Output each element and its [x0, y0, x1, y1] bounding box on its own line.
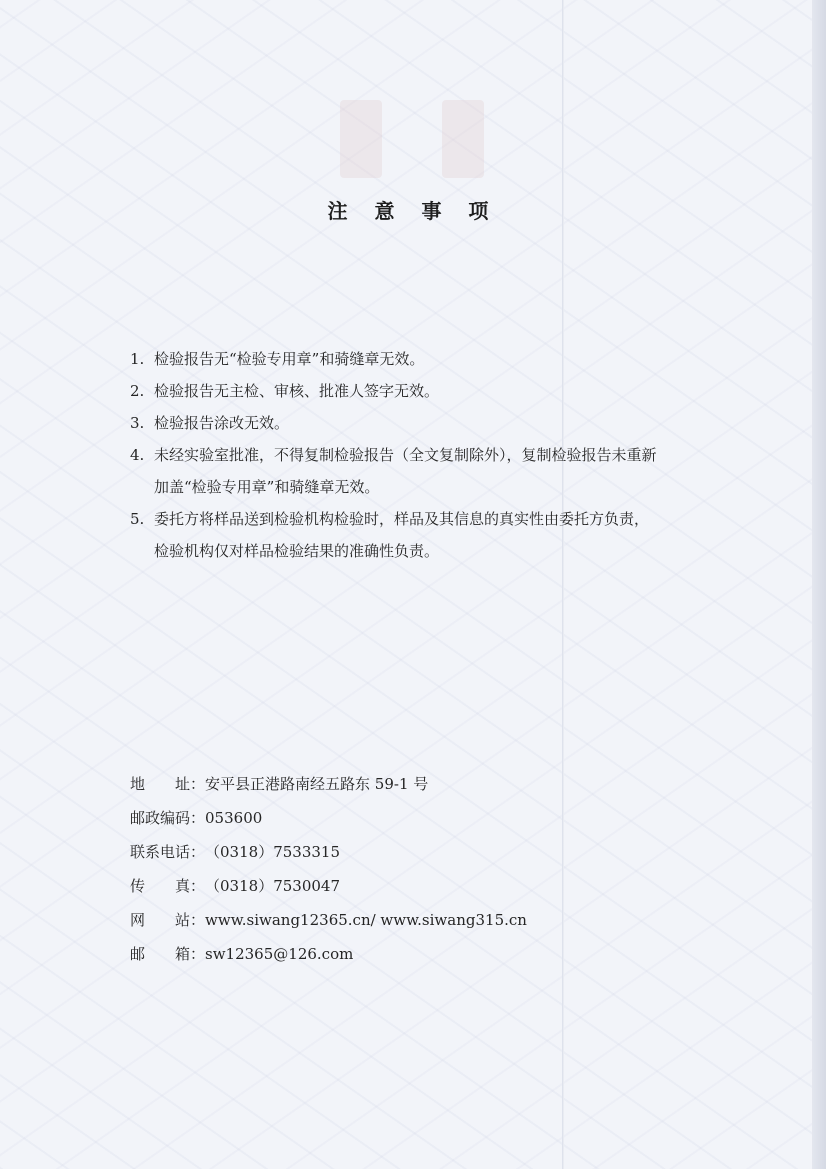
note-text: 检验报告无主检、审核、批准人签字无效。	[154, 382, 440, 400]
label-separator: ：	[190, 843, 206, 861]
email-value: sw12365@126.com	[205, 945, 354, 963]
note-number: 1.	[130, 350, 145, 368]
note-text: 检验报告涂改无效。	[154, 414, 290, 432]
label-separator: ：	[190, 775, 206, 793]
phone-row	[130, 835, 730, 869]
label-separator: ：	[190, 911, 206, 929]
website-row	[130, 903, 730, 937]
email-label: 邮 箱	[130, 945, 190, 963]
phone-value: （0318）7533315	[205, 843, 340, 861]
postal-code-value: 053600	[205, 809, 263, 827]
contact-info	[130, 767, 730, 971]
note-number: 5.	[130, 510, 145, 528]
address-label: 地 址	[130, 775, 190, 793]
notes-list	[130, 343, 730, 567]
note-text: 未经实验室批准，不得复制检验报告（全文复制除外），复制检验报告未重新	[154, 446, 657, 464]
postal-code-row	[130, 801, 730, 835]
fax-row	[130, 869, 730, 903]
address-value: 安平县正港路南经五路东 59-1 号	[205, 775, 429, 793]
fold-line	[562, 0, 564, 1169]
label-separator: ：	[190, 877, 206, 895]
note-item	[130, 503, 730, 567]
email-row	[130, 937, 730, 971]
seal-bleed-through	[442, 100, 484, 178]
note-text: 委托方将样品送到检验机构检验时，样品及其信息的真实性由委托方负责，	[154, 510, 650, 528]
note-number: 3.	[130, 414, 145, 432]
fax-value: （0318）7530047	[205, 877, 340, 895]
website-value: www.siwang12365.cn/ www.siwang315.cn	[205, 911, 527, 929]
note-item	[130, 407, 730, 439]
note-item	[130, 375, 730, 407]
address-row	[130, 767, 730, 801]
label-separator: ：	[190, 945, 206, 963]
page-title: 注 意 事 项	[327, 199, 499, 223]
page-edge	[812, 0, 826, 1169]
label-separator: ：	[190, 809, 206, 827]
note-text-continuation: 加盖“检验专用章”和骑缝章无效。	[154, 478, 380, 496]
note-number: 2.	[130, 382, 145, 400]
website-label: 网 站	[130, 911, 190, 929]
note-item	[130, 439, 730, 503]
note-number: 4.	[130, 446, 145, 464]
postal-code-label: 邮政编码	[130, 809, 191, 827]
seal-bleed-through	[340, 100, 382, 178]
phone-label: 联系电话	[130, 843, 191, 861]
note-text: 检验报告无“检验专用章”和骑缝章无效。	[154, 350, 425, 368]
note-text-continuation: 检验机构仅对样品检验结果的准确性负责。	[154, 542, 440, 560]
note-item	[130, 343, 730, 375]
fax-label: 传 真	[130, 877, 190, 895]
